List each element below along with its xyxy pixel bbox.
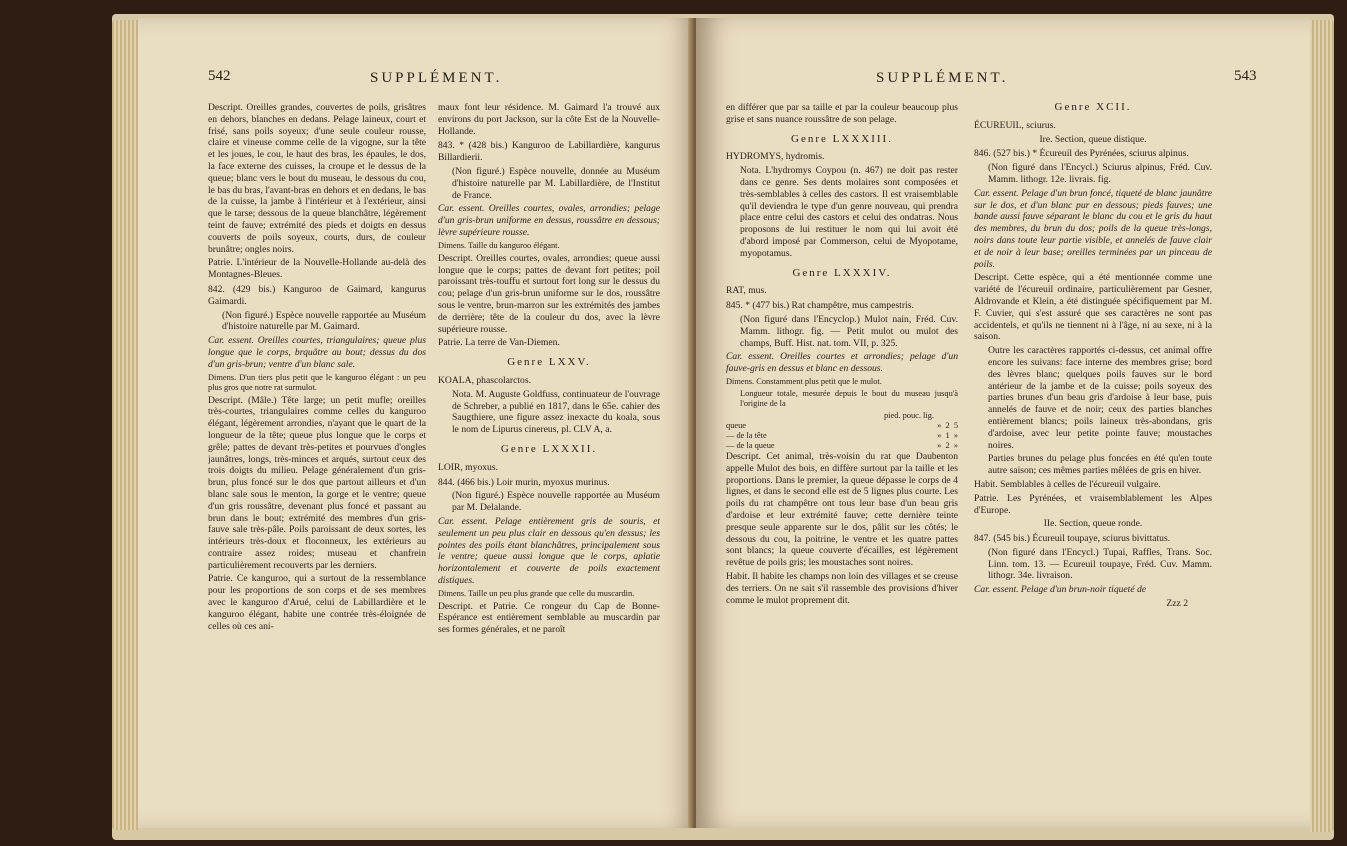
paragraph: Descript. Oreilles grandes, couvertes de poils, grisâtres en dehors, blanches en dedans. Pelage laineux, court et frisé, sans poils soyeux; d'une seule couleur rousse, claire et vineuse comme celle de la vigogne, sur la tête et les joues, le cou, le haut des bras, les épaules, le dos, la face externe des cuisses, la croupe et le dessus de la queue; blanc vers le bout du museau, le dessous du cou, le bas du bras, l'avant-bras en dehors et en dedans, le bas de la cuisse, la jambe à l'intérieur et à l'extérieur, ainsi que le tarse; dessous de la queue blanchâtre, légèrement teint de fauve; extrémité des pieds et doigts en dessus couverts de poils soyeux, courts, durs, de couleur brunâtre; ongles noirs. <box>208 102 426 255</box>
paragraph: Car. essent. Pelage d'un brun-noir tiqueté de <box>974 584 1147 596</box>
genus-name: RAT, mus. <box>726 285 767 297</box>
paragraph: Patrie. L'intérieur de la Nouvelle-Hollande au-delà des Montagnes-Bleues. <box>208 257 426 281</box>
genus-name: HYDROMYS, hydromis. <box>726 151 825 163</box>
measure-value: 5 <box>953 420 958 430</box>
paragraph: (Non figuré.) Espèce nouvelle, donnée au Muséum d'histoire naturelle par M. Labillardière, de l'Institut de France. <box>452 165 660 201</box>
genus-name: KOALA, phascolarctos. <box>438 374 531 386</box>
genre-heading: Genre LXXV. <box>507 356 591 369</box>
genre-heading: Genre XCII. <box>1054 102 1132 113</box>
measure-row <box>726 441 958 451</box>
left-column-1 <box>208 102 426 802</box>
entry-heading: 845. * (477 bis.) Rat champêtre, mus campestris. <box>726 300 914 312</box>
paragraph: Nota. M. Auguste Goldfuss, continuateur de l'ouvrage de Schreber, a publié en 1817, dans le 65e. cahier des Saugthiere, une figure assez inexacte du koala, sous le nom de Lipurus cinereus, pl. CLV A, a. <box>452 388 660 436</box>
measure-value: » <box>953 440 958 450</box>
measure-row <box>726 431 958 441</box>
page-number: 543 <box>1234 68 1257 84</box>
paragraph: Habit. Semblables à celles de l'écureuil vulgaire. <box>974 478 1161 490</box>
paragraph: Car. essent. Oreilles courtes et arrondies; pelage d'un fauve-gris en dessus et blanc en dessous. <box>726 351 958 375</box>
paragraph: Descript. Oreilles courtes, ovales, arrondies; queue aussi longue que le corps; pattes de devant fort petites; poil paroissant très-touffu et surtout fort long sur le dessus du cou; pelage d'un gris-brun uniforme sur le dos, roussâtre sous le ventre, brun-marron sur les extrémités des jambes de derrière; tête de la couleur du dos, avec la lèvre supérieure rousse. <box>438 252 660 335</box>
paragraph: Car. essent. Pelage entièrement gris de souris, et seulement un peu plus clair en dessous qu'en dessus; les pointes des poils étant blanchâtres, principalement sous le ventre; queue aussi longue que le corps, aplatie horizontalement et couverte de poils exactement distiques. <box>438 515 660 586</box>
paragraph: Dimens. Constamment plus petit que le mulot. <box>726 376 882 386</box>
measure-label: queue <box>726 420 746 430</box>
measure-value: » <box>937 440 942 450</box>
measure-label: — de la queue <box>726 440 775 450</box>
measure-label: — de la tête <box>726 430 767 440</box>
paragraph: Dimens. D'un tiers plus petit que le kanguroo élégant : un peu plus gros que notre rat surmulot. <box>208 372 426 392</box>
right-column-2 <box>974 102 1212 814</box>
page-edges-right <box>1310 20 1334 832</box>
left-column-2 <box>438 102 660 802</box>
entry-heading: 844. (466 bis.) Loir murin, myoxus murinus. <box>438 476 610 488</box>
entry-heading: 847. (545 bis.) Écureuil toupaye, sciurus bivittatus. <box>974 533 1171 545</box>
paragraph: (Non figuré dans l'Encycl.) Tupai, Raffles, Trans. Soc. Linn. tom. 13. — Ecureuil toupaye, Fréd. Cuv. Mamm. lithogr. 34e. livraison. <box>988 546 1212 582</box>
measure-value: 2 <box>945 440 950 450</box>
genre-heading: Genre LXXXIII. <box>791 132 893 145</box>
paragraph: (Non figuré.) Espèce nouvelle rapportée au Muséum par M. Delalande. <box>452 490 660 514</box>
measure-row <box>726 421 958 431</box>
paragraph: Car. essent. Oreilles courtes, triangulaires; queue plus longue que le corps, brquâtre au bout; dessus du dos d'un gris-brun; ventre d'un blanc sale. <box>208 335 426 370</box>
measure-value: » <box>937 430 942 440</box>
right-page <box>696 18 1310 828</box>
paragraph: Longueur totale, mesurée depuis le bout du museau jusqu'à l'origine de la <box>740 388 958 408</box>
left-page <box>138 18 694 828</box>
measure-value: 1 <box>945 430 950 440</box>
measure-value: 2 <box>945 420 950 430</box>
right-column-1 <box>726 102 958 802</box>
paragraph: Nota. L'hydromys Coypou (n. 467) ne doit pas rester dans ce genre. Ses dents molaires sont composées et très-semblables à celles des castors. Il est vraisemblable qu'il deviendra le type d'un genre nouveau, qui prendra place entre celui des castors et celui des ondatras. Nous proposons de lui restituer le nom qui lui avoit été d'abord imposé par Commerson, celui de Myopotame, myopotamus. <box>740 165 958 259</box>
genus-name: ÉCUREUIL, sciurus. <box>974 119 1056 131</box>
section-heading: IIe. Section, queue ronde. <box>1043 518 1143 530</box>
section-heading: Ire. Section, queue distique. <box>1039 133 1147 145</box>
measure-value: » <box>953 430 958 440</box>
paragraph: en différer que par sa taille et par la couleur beaucoup plus grise et sans nuance roussâtre de son pelage. <box>726 102 958 125</box>
paragraph: Dimens. Taille un peu plus grande que celle du muscardin. <box>438 588 635 598</box>
paragraph: (Non figuré dans l'Encyclop.) Mulot nain, Fréd. Cuv. Mamm. lithogr. fig. — Petit mulot ou mulot des champs, Buff. Hist. nat. tom. VII, p. 325. <box>740 313 958 349</box>
paragraph: Descript. (Mâle.) Tête large; un petit mufle; oreilles très-courtes, triangulaires comme celles du kanguroo élégant, légèrement arrondies, n'ayant que le quart de la longueur de la tête; queue plus longue que le corps et grêle; pattes de devant très-petites et pourvues d'ongles jaunâtres, longs, très-minces et arqués, surtout ceux des trois doigts du milieu. Pelage généralement d'un gris-brun, plus foncé sur le dos que partout ailleurs et d'un blanc sale sous le menton, la gorge et le ventre; queue d'un gris roussâtre, devenant plus foncé et passant au brun dans le bout; extrémité des membres d'un gris-fauve sale très-pâle. Poils paroissant de deux sortes, les intérieurs très-doux et floconneux, les extérieurs au contraire assez roides; museau et chanfrein particulièrement recouverts par les derniers. <box>208 394 426 571</box>
page-edges-left <box>112 20 138 830</box>
paragraph: Parties brunes du pelage plus foncées en été qu'en toute autre saison; ces mêmes parties mêlées de gris en hiver. <box>988 453 1212 477</box>
paragraph: Car. essent. Oreilles courtes, ovales, arrondies; pelage d'un gris-brun uniforme en dessus, roussâtre en dessous; lèvre supérieure rousse. <box>438 203 660 238</box>
paragraph: Habit. Il habite les champs non loin des villages et se creuse des terriers. On ne sait s'il rassemble des provisions d'hiver comme le mulot proprement dit. <box>726 570 958 606</box>
paragraph: Descript. Cette espèce, qui a été mentionnée comme une variété de l'écureuil ordinaire, particulièrement par Gesner, Aldrovande et Klein, a été distinguée spécifiquement par M. F. Cuvier, qui s'est assuré que ses caractères ne sont pas accidentels, et qu'ils ne tiennent ni à l'âge, ni au sexe, ni à la saison. <box>974 272 1212 343</box>
measure-value: » <box>937 420 942 430</box>
running-title: SUPPLÉMENT. <box>370 70 503 86</box>
paragraph: Descript. Cet animal, très-voisin du rat que Daubenton appelle Mulot des bois, en diffère surtout par la taille et les proportions. Dans le premier, la queue dépasse le corps de 4 lignes, et dans le second elle est de 5 lignes plus courte. Les poils du rat champêtre ont tous leur base d'un beau gris d'ardoise et leur extrémité fauve; cette dernière teinte presque seule apparente sur le dos, pâlit sur les côtés; le dessous du cou, la poitrine, le ventre et les quatre pattes sont blancs; la queue couverte d'écailles, est légèrement revêtue de poils gris; les moustaches sont noires. <box>726 450 958 569</box>
paragraph: (Non figuré.) Espèce nouvelle rapportée au Muséum d'histoire naturelle par M. Gaimard. <box>222 309 426 333</box>
paragraph: Descript. et Patrie. Ce rongeur du Cap de Bonne-Espérance est entièrement semblable au muscardin par ses formes générales, et ne paroît <box>438 600 660 636</box>
genus-name: LOIR, myoxus. <box>438 461 498 473</box>
entry-heading: 842. (429 bis.) Kanguroo de Gaimard, kangurus Gaimardi. <box>208 283 426 307</box>
paragraph: Patrie. Ce kanguroo, qui a surtout de la ressemblance pour les proportions de son corps et de ses membres avec le kanguroo d'Arué, celui de Labillardière et le kanguroo élégant, habite une contrée très-éloignée de celles où ces ani- <box>208 573 426 632</box>
running-title: SUPPLÉMENT. <box>876 70 1009 86</box>
paragraph: Outre les caractères rapportés ci-dessus, cet animal offre encore les suivans: face interne des membres grise; bord des lèvres blanc; quelques poils fauves sur le bord antérieur de la jambe et de la cuisse; poils soyeux des parties brunes d'un beau gris d'ardoise à leur base, puis annelés de fauve et de noir; ceux des parties blanches entièrement blancs; poils laineux très-abondans, gris d'ardoise, avec leur petite pointe fauve; moustaches noires. <box>988 345 1212 451</box>
paragraph: Patrie. La terre de Van-Diemen. <box>438 337 560 349</box>
genre-heading: Genre LXXXII. <box>500 442 598 455</box>
page-number: 542 <box>208 68 231 84</box>
measure-header: pied. pouc. lig. <box>883 410 934 420</box>
paragraph: Car. essent. Pelage d'un brun foncé, tiqueté de blanc jaunâtre sur le dos, et d'un blanc pur en dessous; pieds fauves; une bande aussi fauve séparant le blanc du cou et le gris du haut des membres, du brun du dos; poils de la queue très-longs, noirs dans toute leur partie visible, et annelés de fauve clair et de noir à leur base; oreilles terminées par un pinceau de poils. <box>974 187 1212 270</box>
paragraph: (Non figuré dans l'Encycl.) Sciurus alpinus, Fréd. Cuv. Mamm. lithogr. 12e. livrais. fig. <box>988 162 1212 185</box>
paragraph: Patrie. Les Pyrénées, et vraisemblablement les Alpes d'Europe. <box>974 492 1212 516</box>
entry-heading: 846. (527 bis.) * Écureuil des Pyrénées, sciurus alpinus. <box>974 148 1189 160</box>
paragraph: maux font leur résidence. M. Gaimard l'a trouvé aux environs du port Jackson, sur la côte Est de la Nouvelle-Hollande. <box>438 102 660 137</box>
entry-heading: 843. * (428 bis.) Kanguroo de Labillardière, kangurus Billardierii. <box>438 140 660 164</box>
genre-heading: Genre LXXXIV. <box>792 266 892 279</box>
signature-mark: Zzz 2 <box>1166 598 1188 610</box>
paragraph: Dimens. Taille du kanguroo élégant. <box>438 240 560 250</box>
